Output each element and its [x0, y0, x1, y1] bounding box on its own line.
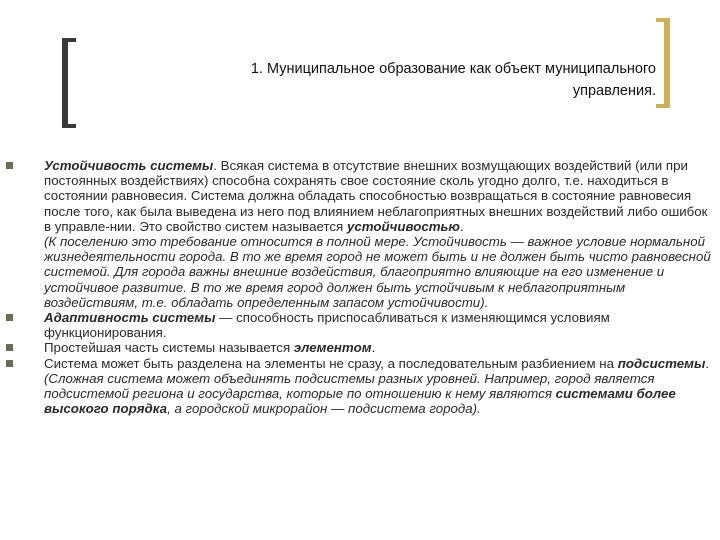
definition-text: Простейшая часть системы называется — [44, 340, 294, 356]
item-text — [44, 310, 712, 340]
slide-title — [110, 58, 656, 102]
item-text — [44, 340, 712, 355]
list-item-stability — [44, 158, 712, 310]
bullet-square-icon — [6, 314, 13, 321]
title-line-1: 1. Муниципальное образование как объект муниципального — [250, 61, 656, 77]
right-bracket-decoration — [656, 18, 670, 108]
term-stability: Устойчивость системы — [44, 158, 214, 173]
list-item-element — [44, 340, 712, 355]
bullet-square-icon — [6, 360, 13, 367]
term-higher-order-systems: системами более высокого порядка — [44, 386, 676, 417]
left-bracket-decoration — [62, 38, 76, 128]
definition-text: Система может быть разделена на элементы не сразу, а последовательным разбиением на — [44, 355, 618, 371]
note-part-a: (Сложная система может объединять подсистемы разных уровней. Например, город является подсистемой региона и государства, которые по отношению к нему являются — [44, 370, 655, 402]
bullet-square-icon — [6, 344, 13, 351]
list-item-subsystems — [44, 356, 712, 417]
term-element: элементом — [293, 340, 372, 356]
bullet-square-icon — [6, 162, 13, 169]
title-line-2: управления. — [572, 83, 656, 99]
term-subsystems: подсистемы — [617, 355, 706, 371]
note-part-b: , а городской микрорайон — подсистема города). — [167, 401, 481, 417]
item-text — [44, 158, 712, 234]
definition-text: . Всякая система в отсутствие внешних возмущающих воздействий (или при постоянных воздействиях) способна сохранять свое состояние сколь угодно долго, т.е. находиться в состоянии равновесия. Система должна обладать способностью возвращаться в состояние равновесия после того, как была выведена из него под влиянием неблагоприятных внешних воздействий либо ошибок в управле-нии. Это свойство систем называется — [44, 158, 708, 234]
period: . — [459, 218, 464, 234]
list-item-adaptivity — [44, 310, 712, 340]
period: . — [371, 340, 376, 356]
term-stability-inline: устойчивостью — [346, 218, 460, 234]
item-note: (К поселению это требование относится в полной мере. Устойчивость — важное условие нормальной жизнедеятельности города. В то же время город не может быть и не должен быть чисто равновесной системой. Для города важны внешние воздействия, благоприятно влияющие на его изменение и устойчивое развитие. В то же время город должен быть устойчивым к неблагоприятным воздействиям, т.е. обладать определенным запасом устойчивости). — [44, 234, 711, 310]
period: . — [705, 355, 710, 371]
item-text — [44, 356, 712, 371]
definition-text: — способность приспосабливаться к изменяющимся условиям функционирования. — [44, 310, 610, 341]
item-note — [44, 371, 712, 417]
term-adaptivity: Адаптивность системы — [44, 310, 216, 326]
bullet-list — [44, 158, 712, 416]
